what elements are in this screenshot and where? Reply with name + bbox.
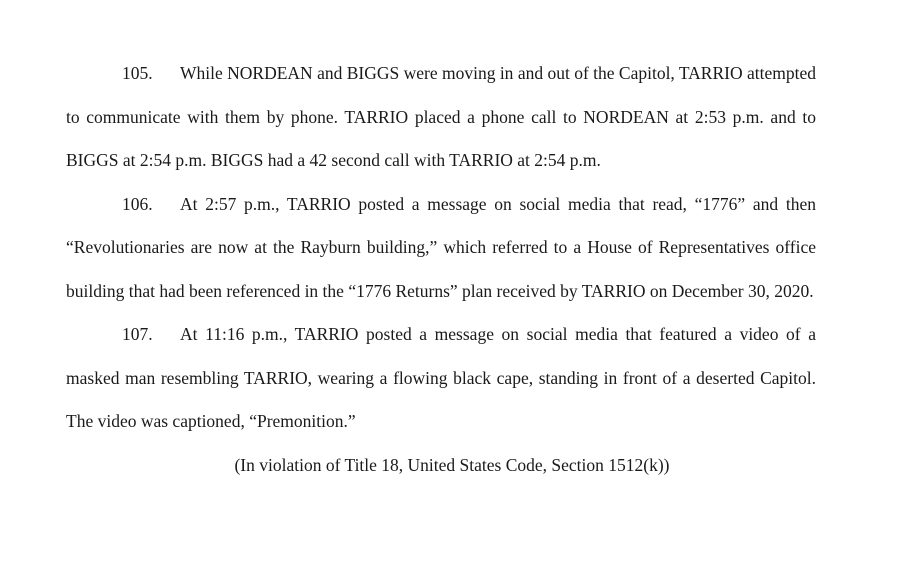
paragraph-number: 106.: [122, 193, 153, 214]
paragraph-107: [66, 313, 816, 444]
paragraph-number: 105.: [122, 63, 153, 83]
document-page: [66, 52, 816, 487]
paragraph-105: [66, 52, 816, 183]
paragraph-106: [66, 183, 816, 314]
paragraph-text: At 2:57 p.m., TARRIO posted a message on social media that read, “1776” and then “Revolutionaries are now at the Rayburn building,” which referred to a House of Representatives office building that had been referenced in the “1776 Returns” plan received by TARRIO on December 30, 2020.: [66, 193, 816, 301]
paragraph-text: At 11:16 p.m., TARRIO posted a message on social media that featured a video of a masked man resembling TARRIO, wearing a flowing black cape, standing in front of a deserted Capitol. The video was captioned, “Premonition.”: [66, 324, 816, 431]
paragraph-number: 107.: [122, 324, 153, 344]
paragraph-text: While NORDEAN and BIGGS were moving in and out of the Capitol, TARRIO attempted to communicate with them by phone. TARRIO placed a phone call to NORDEAN at 2:53 p.m. and to BIGGS at 2:54 p.m. BIGGS had a 42 second call with TARRIO at 2:54 p.m.: [66, 63, 816, 170]
statute-citation: (In violation of Title 18, United States Code, Section 1512(k)): [234, 454, 670, 475]
